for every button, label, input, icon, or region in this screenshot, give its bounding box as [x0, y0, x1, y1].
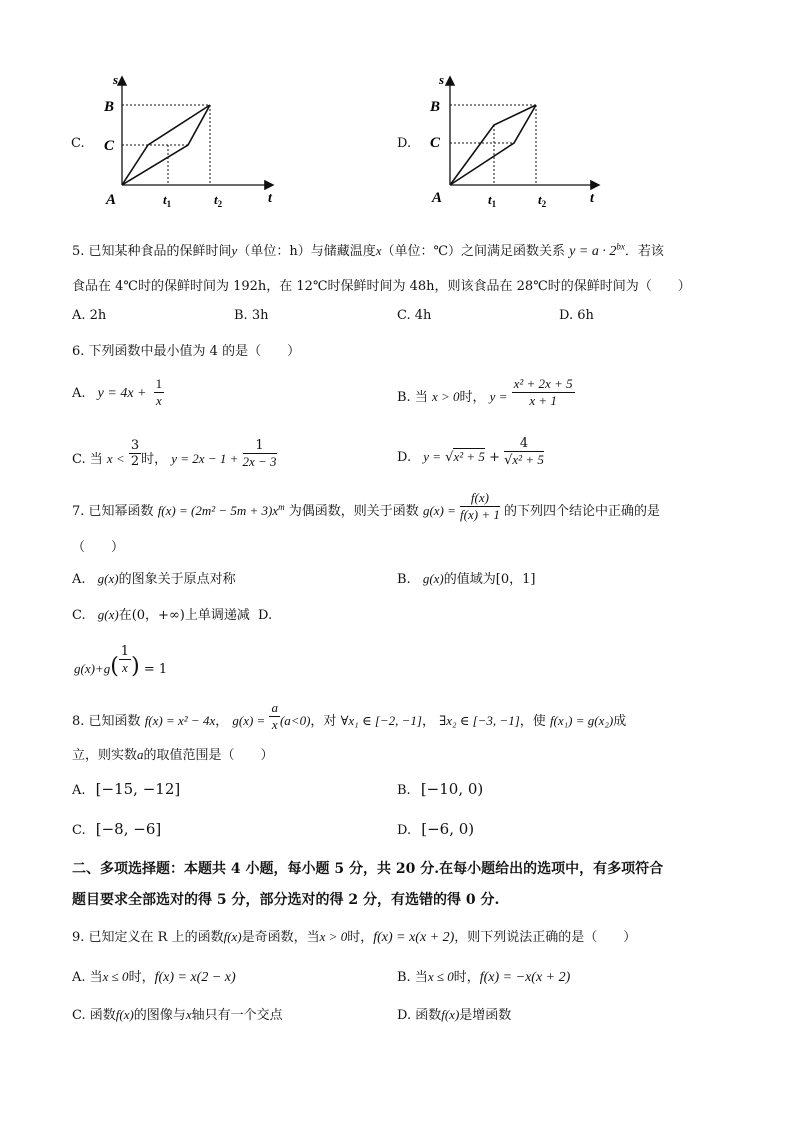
q8-line2: 立，则实数a的取值范围是（ ）: [72, 747, 274, 763]
axis-s-label: s: [439, 72, 445, 87]
graph-d: [426, 70, 606, 215]
q5-option-b: B. 3h: [234, 308, 269, 323]
q6-option-b: B. 当 x > 0时， y = $\frac{\text{x² + 2x + 5}}{x + 1}$: [397, 376, 573, 408]
origin-label: A: [432, 190, 443, 206]
section2-heading-line2: 题目要求全部选对的得 5 分，部分选对的得 2 分，有选错的得 0 分.: [72, 892, 500, 908]
tick-t2-label: $t_2$: [538, 192, 547, 209]
q5-option-d: D. 6h: [559, 308, 594, 323]
section2-heading-line1: 二、多项选择题：本题共 4 小题，每小题 5 分，共 20 分.在每小题给出的选项中，有多项符合: [72, 861, 664, 877]
q6-stem: 6. 下列函数中最小值为 4 的是（ ）: [72, 344, 301, 359]
level-c-label: C: [104, 138, 115, 154]
q6-option-d: D. y = √x² + 5 + $\frac{4}{\text{√x² + 5}}$: [397, 436, 544, 468]
graph-c: [100, 70, 280, 215]
q5-line2: 食品在 4℃时的保鲜时间为 192h，在 12℃时保鲜时间为 48h，则该食品在 28℃时的保鲜时间为（ ）: [72, 279, 691, 294]
option-d-label: D.: [397, 136, 412, 151]
q7-option-b: B. g(x)的值域为[0，1]: [397, 571, 536, 587]
q9-option-d: D. 函数f(x)是增函数: [397, 1007, 512, 1023]
tick-t1-label: $t_1$: [488, 192, 497, 209]
q6-option-c: C. 当 x < $\frac{3}{2}$ 时， y = 2x − 1 + $\frac{1}{2x - 3}$: [72, 438, 277, 469]
q5-option-a: A. 2h: [72, 308, 107, 323]
q7-paren: （ ）: [72, 540, 125, 555]
axis-t-label: t: [268, 191, 272, 206]
q7-stem: 7. 已知幂函数 $f(x) = (2m^2 - 5m + 3)x^m$ 为偶函数，则关于函数 g(x) = $\frac{f(x)}{f(x) + 1}$ 的下列四个结论中正确的是: [72, 490, 661, 522]
q7-option-a: A. g(x)的图象关于原点对称: [72, 571, 236, 587]
q7-option-c: C. g(x)在(0，+∞)上单调递减 D.: [72, 607, 273, 623]
q5-line1: 5. 已知某种食品的保鲜时间y（单位：h）与储藏温度x（单位：℃）之间满足函数关系 $y = a \cdot 2^{bx}$．若该: [72, 241, 664, 259]
q8-option-a: A. [−15, −12]: [72, 780, 181, 798]
axis-t-label: t: [590, 191, 594, 206]
q9-option-a: A. 当x ≤ 0时，f(x) = x(2 − x): [72, 969, 236, 985]
q6-option-a: A. y = 4x + $\frac{1}{x}$: [72, 376, 163, 408]
origin-label: A: [106, 192, 117, 208]
q7-option-d-expr: g(x)+g( $\frac{1}{x}$ ) = 1: [74, 644, 168, 679]
tick-t2-label: $t_2$: [214, 192, 223, 209]
q8-option-c: C. [−8, −6]: [72, 820, 162, 838]
q8-line1: 8. 已知函数 f(x) = x² − 4x， g(x) = $\frac{a}{x}$ (a<0)，对 ∀x₁ ∈ [−2, −1]， ∃x₂ ∈ [−3, −1]，使 f(x₁) = g(x₂)成: [72, 700, 627, 732]
axis-s-label: s: [113, 72, 119, 87]
q9-option-b: B. 当x ≤ 0时，f(x) = −x(x + 2): [397, 969, 571, 985]
option-c-label: C.: [71, 136, 85, 151]
level-b-label: B: [104, 99, 115, 115]
q9-option-c: C. 函数f(x)的图像与x轴只有一个交点: [72, 1007, 283, 1023]
q5-formula: y = a · 2: [569, 244, 617, 259]
tick-t1-label: $t_1$: [163, 192, 172, 209]
q8-option-b: B. [−10, 0): [397, 780, 484, 798]
q5-option-c: C. 4h: [397, 308, 432, 323]
q8-option-d: D. [−6, 0): [397, 820, 475, 838]
level-b-label: B: [430, 99, 441, 115]
q9-stem: 9. 已知定义在 R 上的函数f(x)是奇函数，当x > 0时，f(x) = x(x + 2)，则下列说法正确的是（ ）: [72, 929, 637, 945]
level-c-label: C: [430, 135, 441, 151]
